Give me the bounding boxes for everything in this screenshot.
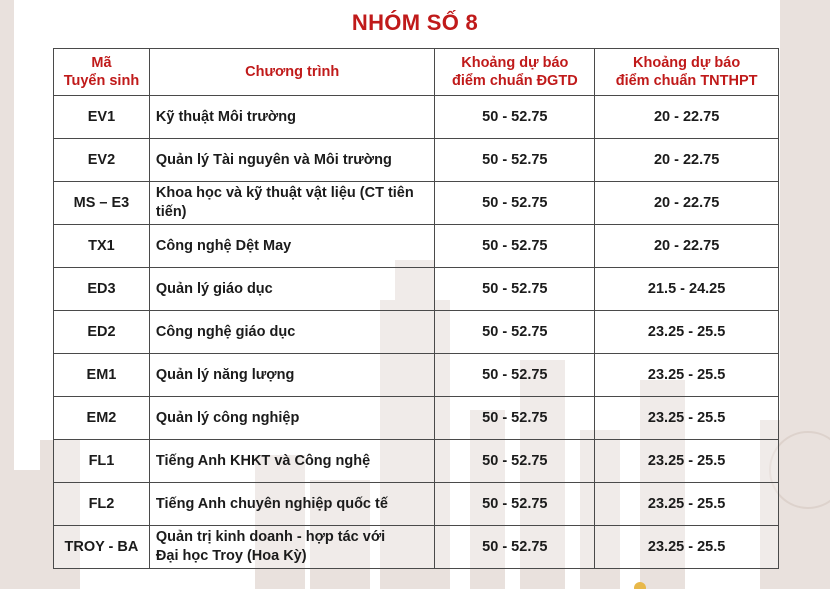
admission-score-table xyxy=(53,48,779,569)
row-code: MS – E3 xyxy=(54,182,150,225)
row-code: FL2 xyxy=(54,483,150,526)
table-row xyxy=(54,397,779,440)
row-dgtd: 50 - 52.75 xyxy=(435,311,595,354)
header-dgtd xyxy=(435,49,595,96)
header-thpt xyxy=(595,49,779,96)
row-program-line1: Khoa học và kỹ thuật vật liệu (CT tiên xyxy=(155,185,414,201)
row-dgtd: 50 - 52.75 xyxy=(435,268,595,311)
row-thpt: 23.25 - 25.5 xyxy=(595,311,779,354)
row-program xyxy=(149,440,435,483)
row-program xyxy=(149,182,435,225)
row-dgtd: 50 - 52.75 xyxy=(435,440,595,483)
row-program-line1: Tiếng Anh KHKT và Công nghệ xyxy=(155,452,371,469)
row-program-line2: tiến) xyxy=(155,204,187,220)
row-program xyxy=(149,268,435,311)
row-program-line1: Quản lý Tài nguyên và Môi trường xyxy=(155,151,392,168)
row-program-line1: Kỹ thuật Môi trường xyxy=(155,108,296,125)
row-thpt: 23.25 - 25.5 xyxy=(595,526,779,569)
row-code: ED3 xyxy=(54,268,150,311)
row-program-line2: Đại học Troy (Hoa Kỳ) xyxy=(155,548,307,564)
row-code: TROY - BA xyxy=(54,526,150,569)
row-program xyxy=(149,225,435,268)
row-code: FL1 xyxy=(54,440,150,483)
row-code: EM2 xyxy=(54,397,150,440)
row-dgtd: 50 - 52.75 xyxy=(435,96,595,139)
table-row xyxy=(54,182,779,225)
row-program-line1: Tiếng Anh chuyên nghiệp quốc tế xyxy=(155,495,388,512)
row-program-line1: Quản lý năng lượng xyxy=(155,366,295,383)
row-program xyxy=(149,139,435,182)
header-program: Chương trình xyxy=(149,49,435,96)
row-code: EV2 xyxy=(54,139,150,182)
header-code xyxy=(54,49,150,96)
row-program-line1: Công nghệ Dệt May xyxy=(155,237,292,254)
row-program-line1: Quản trị kinh doanh - hợp tác với xyxy=(155,529,386,545)
row-thpt: 23.25 - 25.5 xyxy=(595,354,779,397)
row-thpt: 23.25 - 25.5 xyxy=(595,397,779,440)
table-row xyxy=(54,96,779,139)
row-dgtd: 50 - 52.75 xyxy=(435,483,595,526)
table-row xyxy=(54,225,779,268)
row-dgtd: 50 - 52.75 xyxy=(435,182,595,225)
row-code: EV1 xyxy=(54,96,150,139)
row-thpt: 23.25 - 25.5 xyxy=(595,440,779,483)
row-dgtd: 50 - 52.75 xyxy=(435,354,595,397)
row-dgtd: 50 - 52.75 xyxy=(435,526,595,569)
header-thpt-line2: điểm chuẩn TNTHPT xyxy=(615,73,758,89)
table-row xyxy=(54,311,779,354)
header-dgtd-line1: Khoảng dự báo xyxy=(461,55,569,71)
table-header-row xyxy=(54,49,779,96)
table-row xyxy=(54,268,779,311)
row-thpt: 23.25 - 25.5 xyxy=(595,483,779,526)
header-code-line1: Mã xyxy=(91,55,112,71)
header-thpt-line1: Khoảng dự báo xyxy=(633,55,741,71)
row-thpt: 20 - 22.75 xyxy=(595,96,779,139)
row-program-line1: Quản lý công nghiệp xyxy=(155,409,300,426)
table-row xyxy=(54,440,779,483)
row-program xyxy=(149,526,435,569)
header-code-line2: Tuyển sinh xyxy=(63,73,140,89)
row-thpt: 20 - 22.75 xyxy=(595,225,779,268)
table-row xyxy=(54,526,779,569)
row-dgtd: 50 - 52.75 xyxy=(435,139,595,182)
row-program-line1: Quản lý giáo dục xyxy=(155,280,273,297)
row-program xyxy=(149,96,435,139)
header-dgtd-line2: điểm chuẩn ĐGTD xyxy=(451,73,578,89)
row-program xyxy=(149,397,435,440)
row-program xyxy=(149,483,435,526)
row-thpt: 21.5 - 24.25 xyxy=(595,268,779,311)
row-program xyxy=(149,354,435,397)
row-code: ED2 xyxy=(54,311,150,354)
table-row xyxy=(54,483,779,526)
row-thpt: 20 - 22.75 xyxy=(595,182,779,225)
table-row xyxy=(54,354,779,397)
row-program-line1: Công nghệ giáo dục xyxy=(155,323,296,340)
table-row xyxy=(54,139,779,182)
page-title: NHÓM SỐ 8 xyxy=(351,10,479,35)
row-dgtd: 50 - 52.75 xyxy=(435,397,595,440)
row-thpt: 20 - 22.75 xyxy=(595,139,779,182)
row-code: TX1 xyxy=(54,225,150,268)
row-code: EM1 xyxy=(54,354,150,397)
row-dgtd: 50 - 52.75 xyxy=(435,225,595,268)
row-program xyxy=(149,311,435,354)
